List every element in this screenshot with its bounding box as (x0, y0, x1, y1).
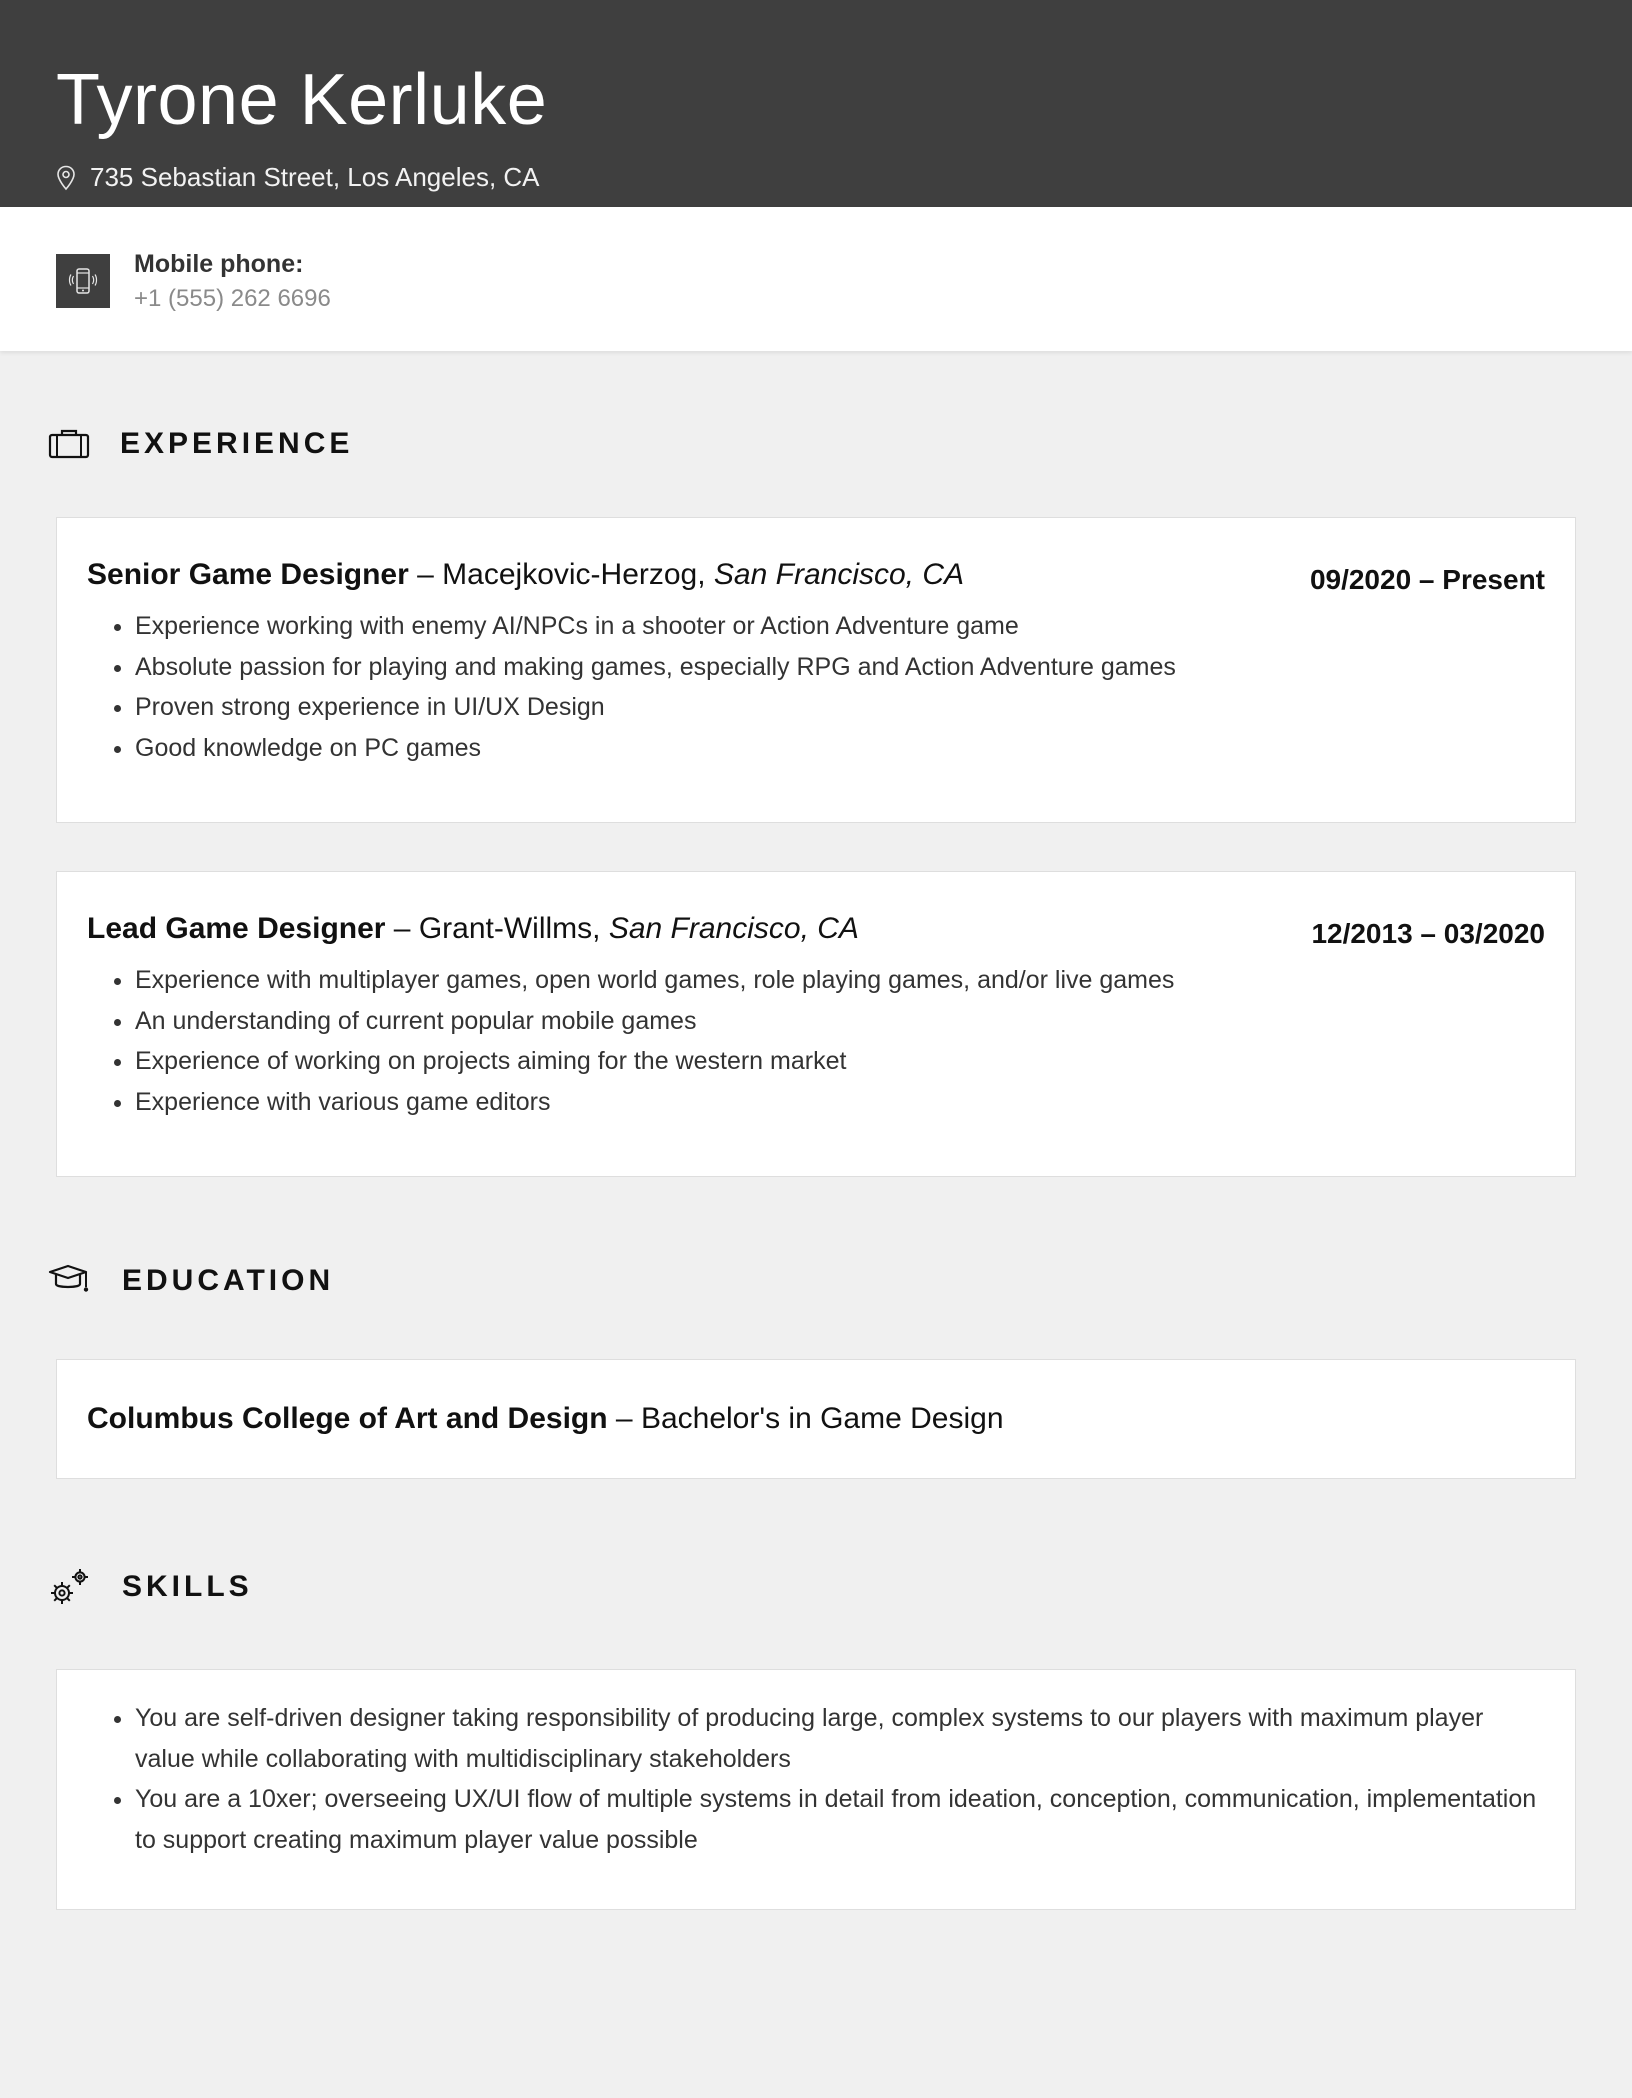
education-heading: EDUCATION (122, 1264, 335, 1297)
address-text: 735 Sebastian Street, Los Angeles, CA (90, 162, 540, 192)
skills-bullets (87, 1698, 1545, 1860)
separator-comma: , (697, 558, 714, 591)
job-company: Grant-Willms (418, 912, 593, 945)
skills-card (56, 1669, 1576, 1910)
experience-section-title (0, 427, 1632, 461)
school-name: Columbus College of Art and Design (87, 1402, 608, 1435)
skills-section-title (0, 1567, 1632, 1607)
phone-contact (134, 245, 331, 317)
list-item: • You are a 10xer; overseeing UX/UI flow of multiple systems in detail from ideation, conception, communication, implementation to support creating maximum player value possible (135, 1779, 1545, 1860)
job-location: San Francisco, CA (713, 558, 965, 591)
phone-label: Mobile phone: (134, 250, 304, 278)
location-pin-icon (56, 165, 76, 191)
list-item: • Good knowledge on PC games (135, 728, 1545, 769)
list-item: • Experience with various game editors (135, 1082, 1545, 1123)
separator-comma: , (592, 912, 609, 945)
list-item: • An understanding of current popular mobile games (135, 1001, 1545, 1042)
education-section-title (0, 1263, 1632, 1299)
separator-dash: – (393, 912, 419, 945)
separator-dash: – (417, 558, 443, 591)
skills-heading: SKILLS (122, 1570, 253, 1603)
phone-number[interactable]: +1 (555) 262 6696 (134, 285, 331, 312)
gears-icon (48, 1567, 92, 1607)
job-bullets (87, 960, 1545, 1122)
experience-heading: EXPERIENCE (120, 427, 354, 460)
job-location: San Francisco, CA (608, 912, 859, 945)
job-card (56, 517, 1576, 823)
list-item: • Experience with multiplayer games, open world games, role playing games, and/or live games (135, 960, 1545, 1001)
job-dates: 09/2020 – Present (1309, 564, 1545, 595)
separator-dash: – (607, 1402, 641, 1435)
job-bullets (87, 606, 1545, 768)
mobile-phone-icon (56, 254, 110, 308)
list-item: • Absolute passion for playing and making games, especially RPG and Action Adventure games (135, 647, 1545, 688)
job-card (56, 871, 1576, 1177)
list-item: • You are self-driven designer taking responsibility of producing large, complex systems to our players with maximum player value while collaborating with multidisciplinary stakeholders (135, 1698, 1545, 1779)
job-dates: 12/2013 – 03/2020 (1311, 918, 1545, 949)
address-row (56, 162, 1576, 193)
graduation-cap-icon (48, 1263, 92, 1299)
candidate-name: Tyrone Kerluke (56, 60, 548, 140)
job-company: Macejkovic-Herzog (442, 558, 698, 591)
degree-name: Bachelor's in Game Design (640, 1402, 1004, 1435)
job-title: Lead Game Designer (87, 912, 386, 945)
job-title: Senior Game Designer (87, 558, 409, 591)
list-item: • Experience of working on projects aiming for the western market (135, 1041, 1545, 1082)
education-card (56, 1359, 1576, 1479)
resume-header (0, 0, 1632, 207)
list-item: • Experience working with enemy AI/NPCs in a shooter or Action Adventure game (135, 606, 1545, 647)
contact-bar (0, 207, 1632, 351)
briefcase-icon (48, 429, 90, 459)
list-item: • Proven strong experience in UI/UX Design (135, 687, 1545, 728)
